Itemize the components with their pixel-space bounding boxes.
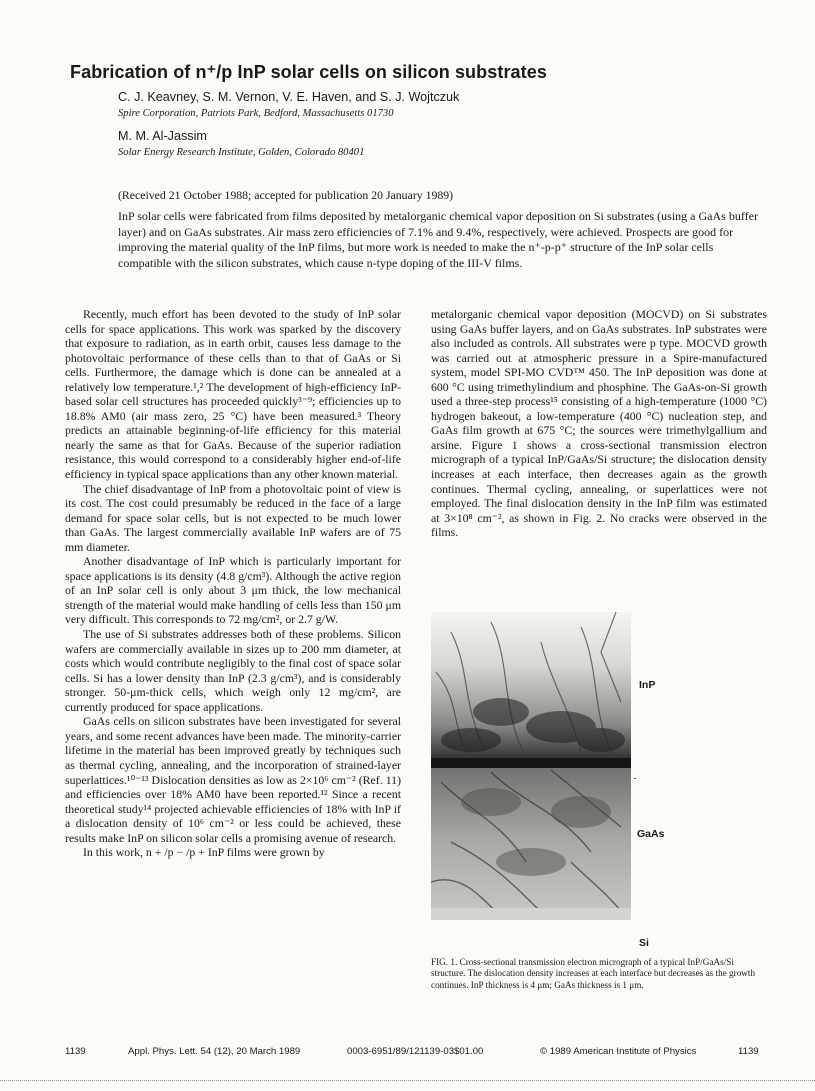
label-inp: InP [639,679,656,691]
label-si: Si [639,937,649,949]
author-list: C. J. Keavney, S. M. Vernon, V. E. Haven, and S. J. Wojtczuk [118,90,460,104]
figure-caption: FIG. 1. Cross-sectional transmission electron micrograph of a typical InP/GaAs/Si structure. The dislocation density increases at each interface but decreases as the growth continues. InP thickness is 4 μm; GaAs thickness is 1 μm. [431,957,756,990]
received-dates: (Received 21 October 1988; accepted for publication 20 January 1989) [118,188,454,202]
abstract: InP solar cells were fabricated from films deposited by metalorganic chemical vapor deposition on Si substrates (using a GaAs buffer layer) and on GaAs substrates. Air mass zero efficiencies of 7.1% and 9.4%, respectively, were achieved. Prospects are good for improving the material quality of the InP films, but more work is needed to make the n⁺-p-p⁺ structure of the InP solar cells compatible with the silicon substrates, which cause n-type doping of the III-V films. [118,209,758,270]
body-paragraph: In this work, n + /p − /p + InP films were grown by [83,845,325,860]
page-number: 1139 [65,1046,86,1057]
body-column-left [65,307,401,1047]
body-paragraph: GaAs cells on silicon substrates have been investigated for several years, and some recent advances have been made. The minority-carrier lifetime in the material has been improved greatly by techniques such as thermal cycling, annealing, and the incorporation of strained-layer superlattices.¹⁰⁻¹³ Dislocation densities as low as 2×10⁶ cm⁻² (Ref. 11) and efficiencies over 18% AM0 have been reported.¹² Since a recent theoretical study¹⁴ projected achievable efficiencies of 18% with InP if a dislocation density of 10⁶ cm⁻² or less could be achieved, these results make InP on silicon solar cells a promising avenue of research. [65,714,401,845]
paper-title: Fabrication of n⁺/p InP solar cells on silicon substrates [70,62,547,82]
interface-marker [634,778,636,779]
article-code: 0003-6951/89/121139-03$01.00 [347,1046,484,1057]
body-paragraph: Recently, much effort has been devoted to the study of InP solar cells for space applications. This work was sparked by the discovery that exposure to radiation, as in earth orbit, causes less damage to the photovoltaic performance of these cells than to that of GaAs or Si cells. Furthermore, the damage which is done can be annealed at a relatively low temperature.¹,² The development of high-efficiency InP-based solar cell structures has proceeded quickly³⁻⁹; efficiencies up to 18.8% AM0 (air mass zero, 25 °C) have been measured.³ Theory predicts an attainable beginning-of-life efficiency for this material nearly the same as that for GaAs. Because of the superior radiation resistance, this would correspond to a considerably higher end-of-life efficiency in typical space applications than any other known material. [65,307,401,482]
body-column-right [431,307,767,540]
page-number: 1139 [738,1046,759,1057]
figure-1 [431,612,665,949]
copyright: © 1989 American Institute of Physics [540,1046,697,1057]
affiliation: Spire Corporation, Patriots Park, Bedford, Massachusetts 01730 [118,108,394,119]
body-paragraph: Another disadvantage of InP which is particularly important for space applications is its density (4.8 g/cm³). Although the active region of an InP solar cell is only about 3 μm thick, the low mechanical strength of the material would make handling of cells less than 150 μm very difficult. This corresponds to 72 mg/cm², or 2.7 g/W. [65,554,401,627]
affiliation: Solar Energy Research Institute, Golden, Colorado 80401 [118,147,365,158]
author-list: M. M. Al-Jassim [118,129,207,143]
bottom-rule [0,1080,815,1081]
body-paragraph: The chief disadvantage of InP from a photovoltaic point of view is its cost. The cost could presumably be reduced in the face of a large demand for space solar cells, but is not expected to be much lower than GaAs. The largest commercially available InP wafers are of 75 mm diameter. [65,481,401,554]
body-paragraph: The use of Si substrates addresses both of these problems. Silicon wafers are commercially available in sizes up to 200 mm diameter, at costs which would contribute negligibly to the final cost of space solar cells. Si has a lower density than InP (2.3 g/cm³), and is considerably stronger. 50-μm-thick cells, which weigh only 12 mg/cm², are currently produced for space applications. [65,627,401,714]
tem-micrograph [431,612,631,920]
label-gaas: GaAs [637,828,665,840]
body-paragraph: metalorganic chemical vapor deposition (MOCVD) on Si substrates using GaAs buffer layers, and on GaAs substrates. InP substrates were also included as controls. All substrates were p type. MOCVD growth was carried out at atmospheric pressure in a Spire-manufactured system, model SPI-MO CVD™ 450. The InP deposition was done at 600 °C using trimethylindium and phosphine. The GaAs-on-Si growth used a three-step process¹⁵ consisting of a high-temperature (1000 °C) hydrogen bakeout, a low-temperature (400 °C) nucleation step, and GaAs film growth at 675 °C; the sources were trimethylgallium and arsine. Figure 1 shows a cross-sectional transmission electron micrograph of a typical InP/GaAs/Si structure; the dislocation density increases at each interface, then decreases again as the growth continues. Thermal cycling, annealing, or superlattices were not employed. The final dislocation density in the InP film was estimated at 3×10⁸ cm⁻², as shown in Fig. 2. No cracks were observed in the films. [431,307,767,540]
journal-citation: Appl. Phys. Lett. 54 (12), 20 March 1989 [128,1046,301,1057]
